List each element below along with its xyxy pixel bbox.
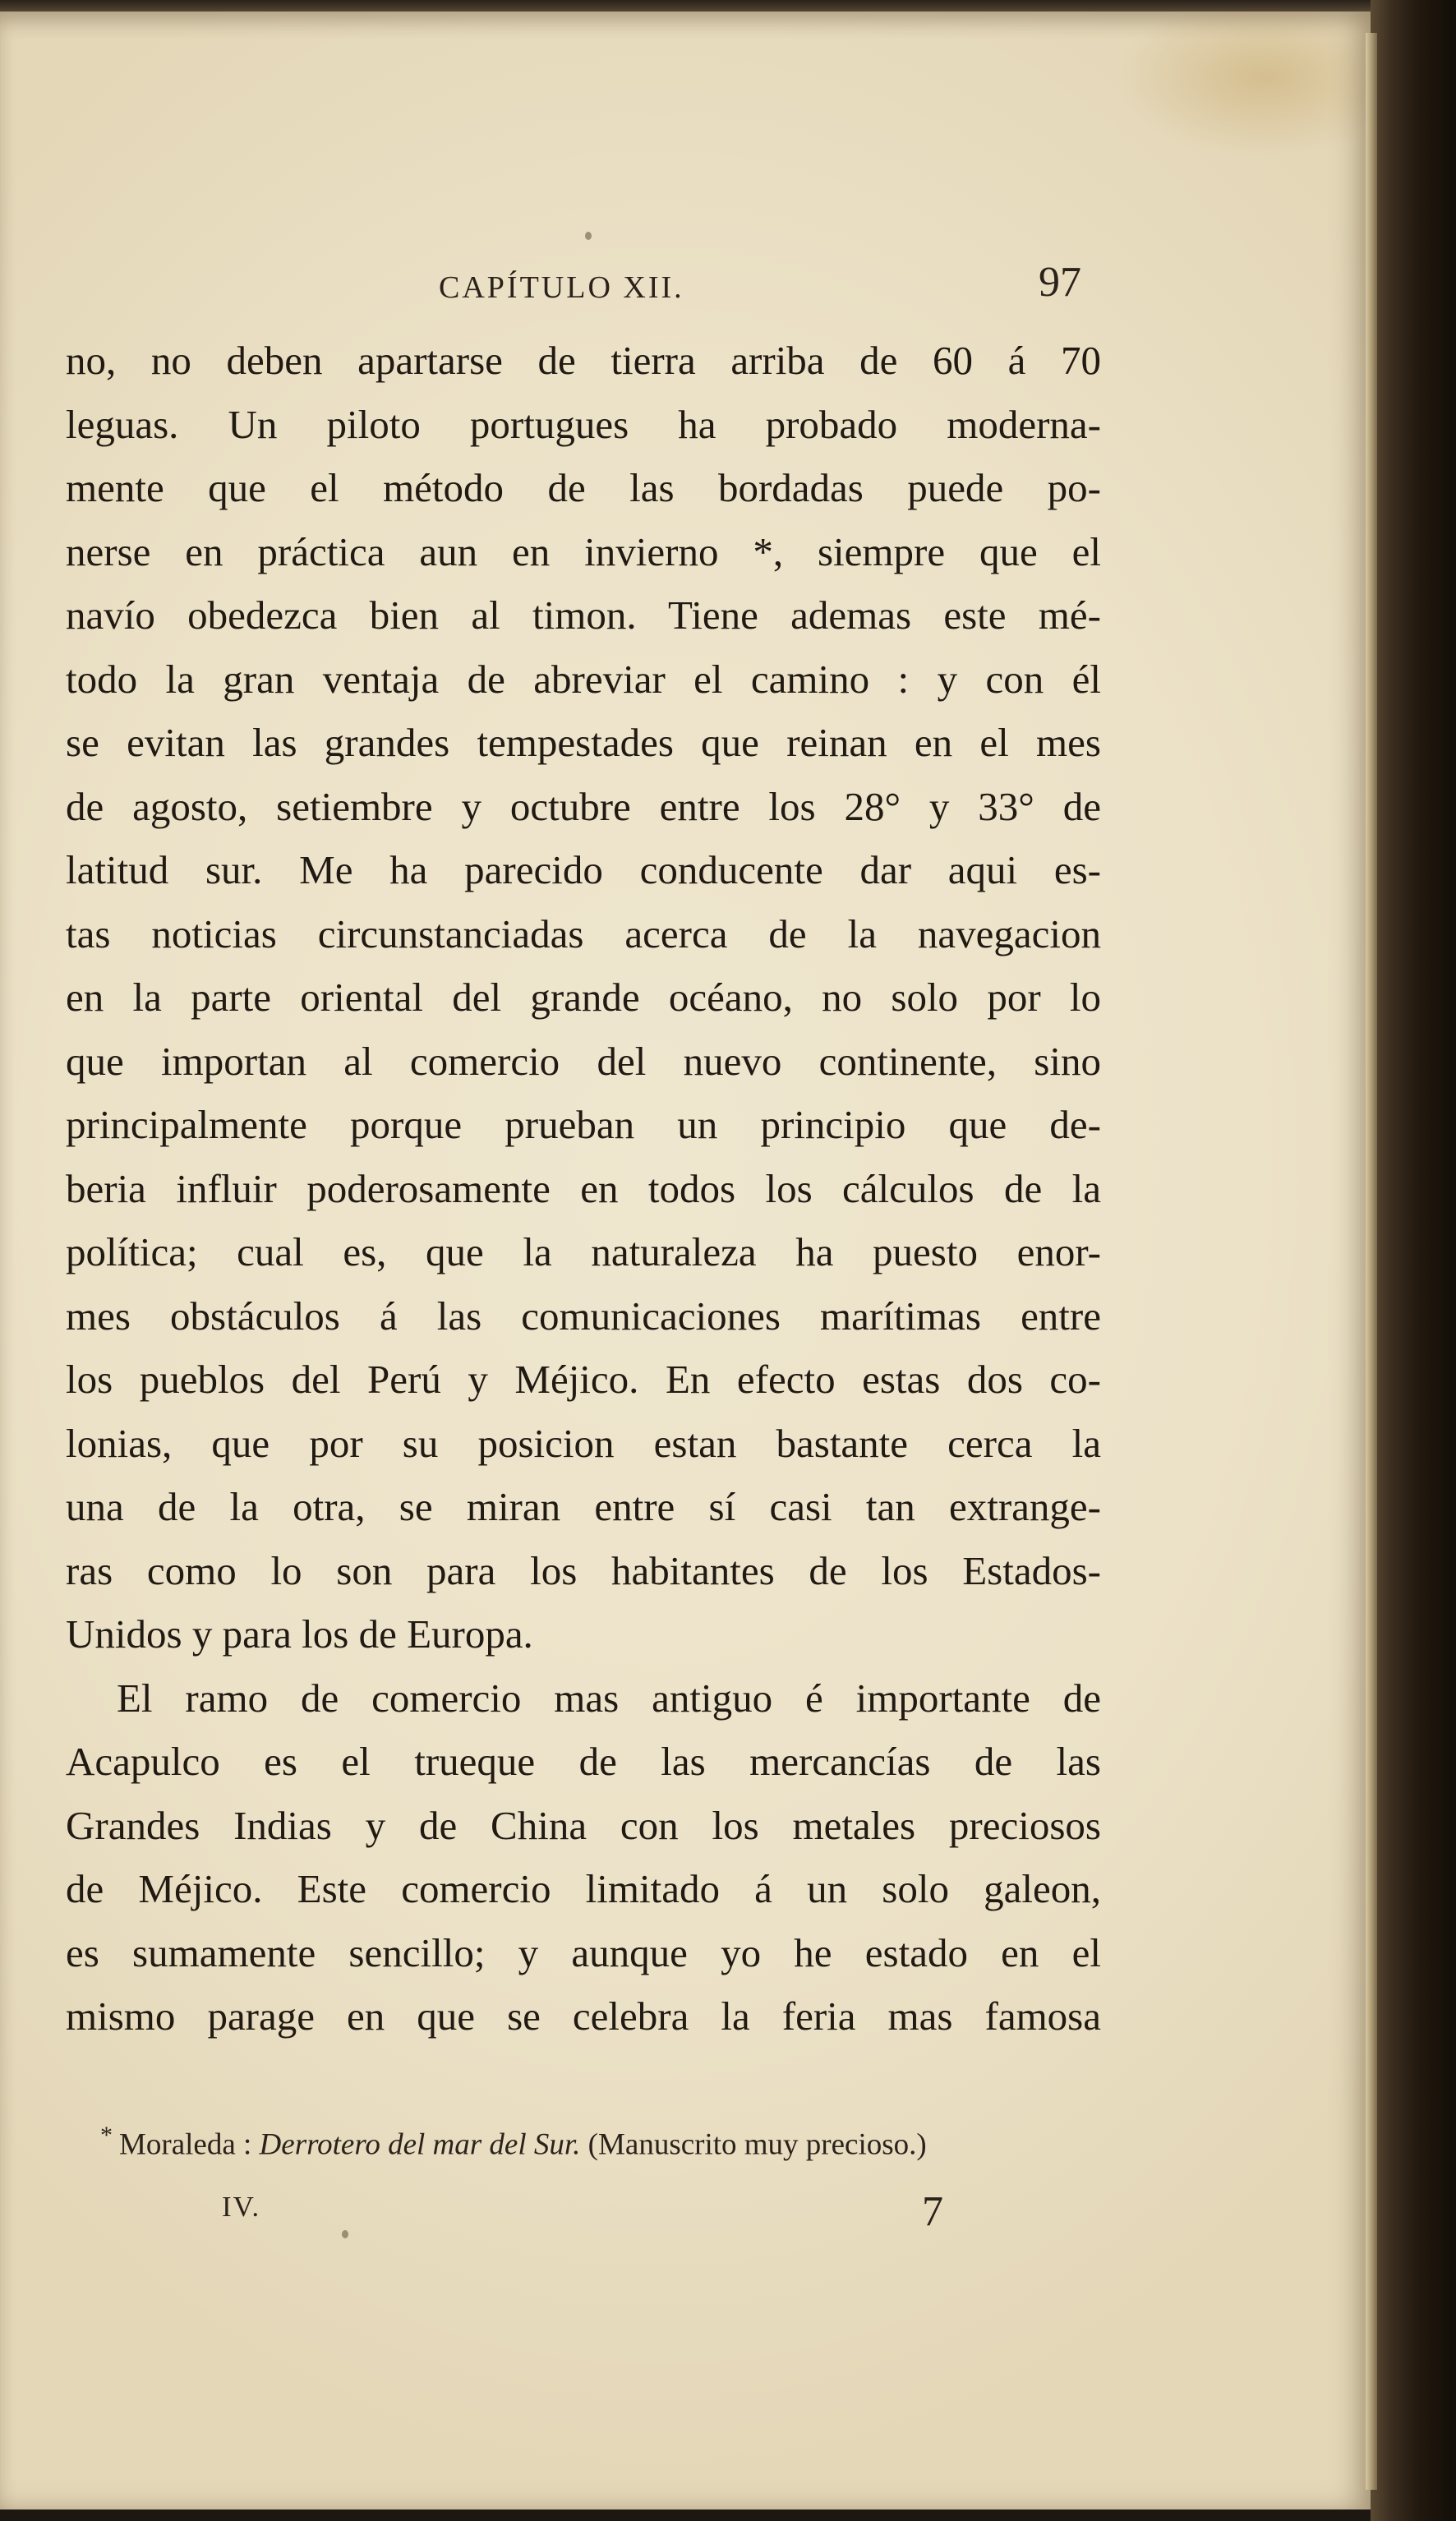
- footnote-title: Derrotero del mar del Sur.: [259, 2127, 581, 2162]
- sheet-number: 7: [922, 2188, 943, 2235]
- text-line: los pueblos del Perú y Méjico. En efecto estas dos co-: [66, 1357, 1101, 1402]
- text-line: Grandes Indias y de China con los metales preciosos: [66, 1802, 1101, 1848]
- text-line: mismo parage en que se celebra la feria mas famosa: [66, 1993, 1101, 2039]
- text-line: política; cual es, que la naturaleza ha puesto enor-: [66, 1229, 1101, 1274]
- text-line: de agosto, setiembre y octubre entre los 28° y 33° de: [66, 783, 1101, 829]
- text-line: en la parte oriental del grande océano, no solo por lo: [66, 975, 1101, 1020]
- page-fore-edge: [1366, 33, 1377, 2490]
- text-line: leguas. Un piloto portugues ha probado moderna-: [66, 401, 1101, 447]
- signature-mark: IV.: [222, 2191, 261, 2223]
- text-line: mente que el método de las bordadas puede po-: [66, 465, 1101, 510]
- footnote-author: Moraleda :: [119, 2127, 252, 2162]
- text-line: todo la gran ventaja de abreviar el camino : y con él: [66, 656, 1101, 702]
- text-line: mes obstáculos á las comunicaciones marítimas entre: [66, 1293, 1101, 1339]
- text-line: nerse en práctica aun en invierno *, siempre que el: [66, 528, 1101, 574]
- footnote-marker: *: [100, 2122, 113, 2149]
- text-line: principalmente porque prueban un principio que de-: [66, 1102, 1101, 1147]
- text-line: se evitan las grandes tempestades que reinan en el mes: [66, 720, 1101, 765]
- book-binding: [1371, 0, 1456, 2521]
- text-line: no, no deben apartarse de tierra arriba de 60 á 70: [66, 338, 1101, 383]
- paragraph-start-line: El ramo de comercio mas antiguo é importante de: [117, 1675, 1101, 1721]
- text-line: tas noticias circunstanciadas acerca de la navegacion: [66, 910, 1101, 956]
- text-line: navío obedezca bien al timon. Tiene ademas este mé-: [66, 592, 1101, 638]
- text-line: lonias, que por su posicion estan bastante cerca la: [66, 1420, 1101, 1466]
- paper-spot: [342, 2230, 348, 2238]
- book-page: [0, 12, 1371, 2509]
- text-line: es sumamente sencillo; y aunque yo he estado en el: [66, 1929, 1101, 1975]
- footnote: [100, 2122, 1104, 2162]
- running-head: CAPÍTULO XII.: [439, 270, 684, 305]
- page-number: 97: [1039, 259, 1081, 306]
- text-line: ras como lo son para los habitantes de los Estados-: [66, 1547, 1101, 1593]
- text-line: beria influir poderosamente en todos los cálculos de la: [66, 1165, 1101, 1211]
- text-line: latitud sur. Me ha parecido conducente dar aqui es-: [66, 847, 1101, 892]
- paragraph-end-line: Unidos y para los de Europa.: [66, 1611, 533, 1657]
- text-line: Acapulco es el trueque de las mercancías de las: [66, 1739, 1101, 1784]
- paper-spot: [585, 232, 592, 240]
- body-text: [66, 329, 1101, 2049]
- text-line: que importan al comercio del nuevo continente, sino: [66, 1038, 1101, 1084]
- footnote-note: (Manuscrito muy precioso.): [587, 2127, 927, 2162]
- text-line: de Méjico. Este comercio limitado á un solo galeon,: [66, 1866, 1101, 1911]
- text-line: una de la otra, se miran entre sí casi tan extrange-: [66, 1484, 1101, 1529]
